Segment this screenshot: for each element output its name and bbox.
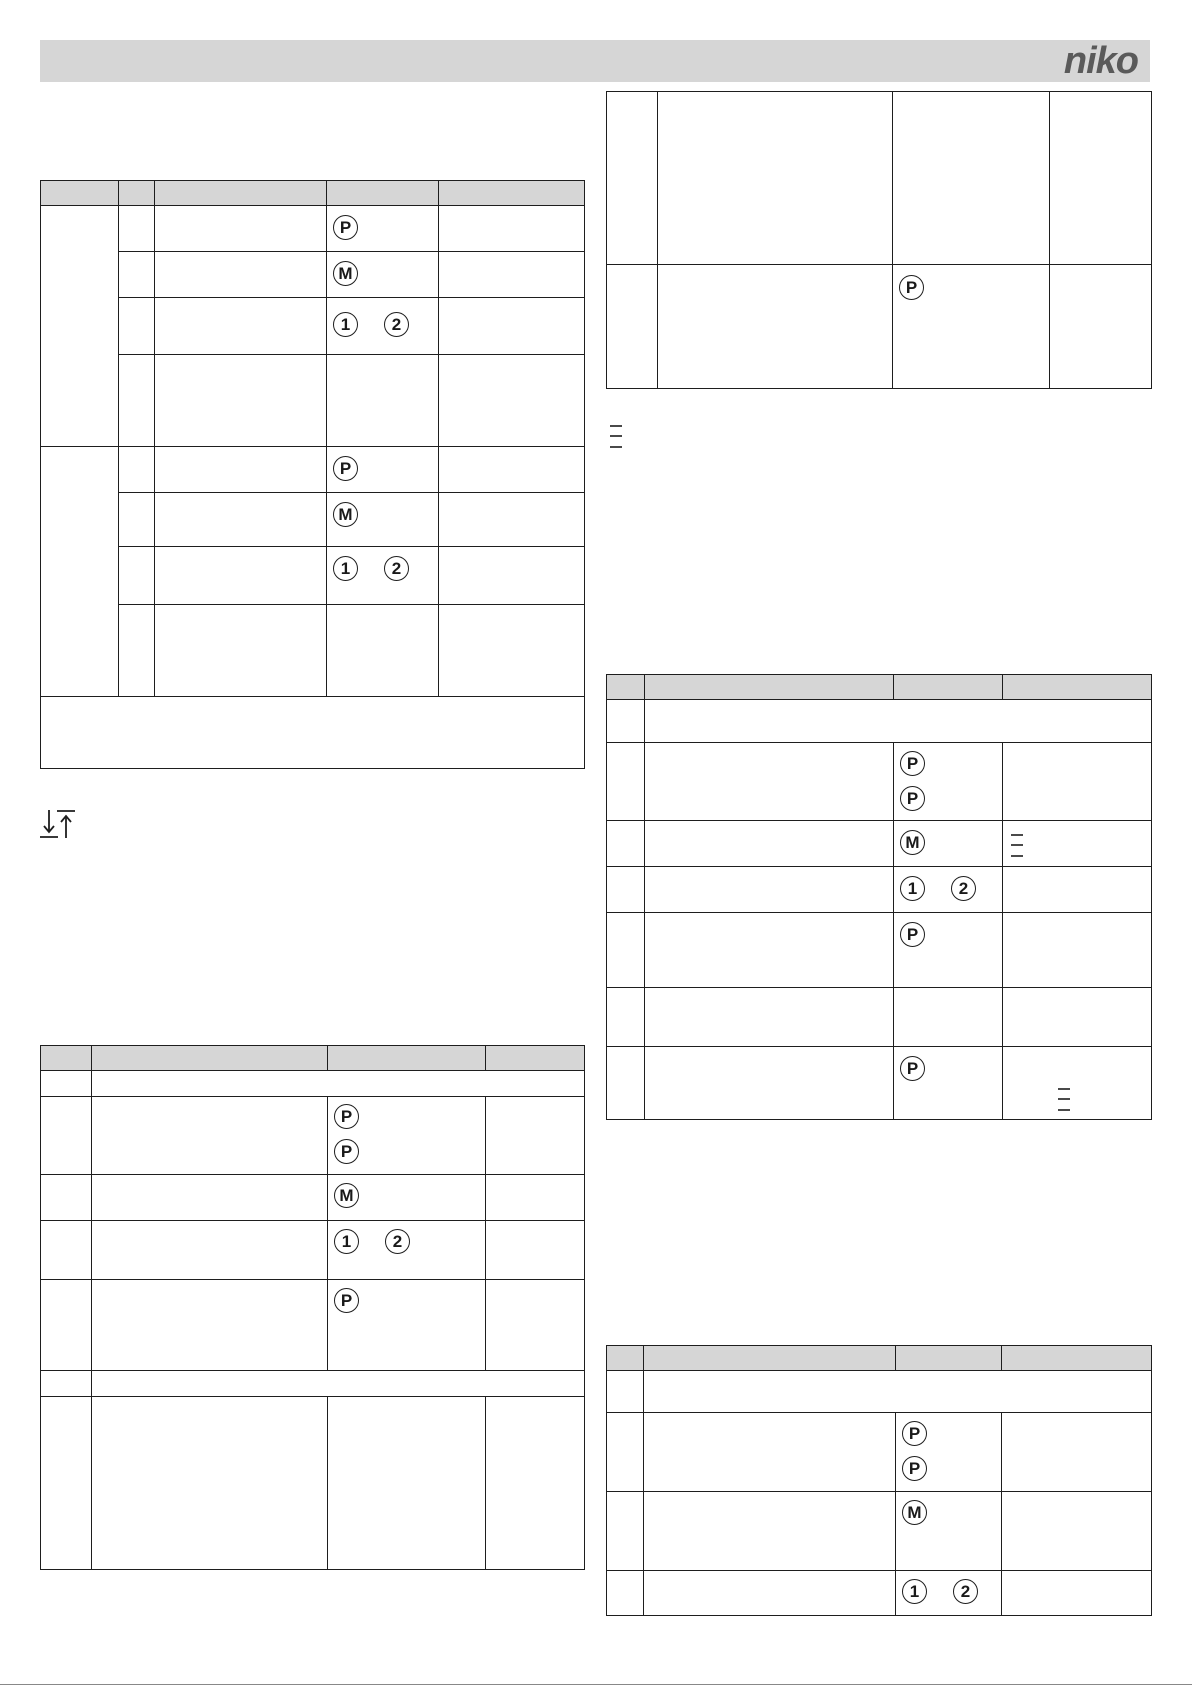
p-button-icon: P: [899, 275, 924, 300]
three-line-icon: [1055, 1086, 1073, 1114]
arrow-up-down-icon: [39, 808, 77, 840]
group-cell: [41, 447, 119, 697]
button-2-icon: 2: [951, 876, 976, 901]
p-button-icon: P: [333, 456, 358, 481]
three-line-icon: [1008, 832, 1026, 860]
m-button-icon: M: [334, 1183, 359, 1208]
button-1-icon: 1: [902, 1579, 927, 1604]
table-b: [40, 1045, 585, 1570]
p-button-icon: P: [334, 1288, 359, 1313]
m-button-icon: M: [333, 261, 358, 286]
p-button-icon: P: [902, 1456, 927, 1481]
table-e: [606, 1345, 1152, 1616]
button-1-icon: 1: [900, 876, 925, 901]
m-button-icon: M: [333, 502, 358, 527]
button-2-icon: 2: [953, 1579, 978, 1604]
p-button-icon: P: [900, 922, 925, 947]
p-button-icon: P: [902, 1421, 927, 1446]
three-line-icon: [607, 423, 625, 451]
button-1-icon: 1: [334, 1229, 359, 1254]
header-band: [40, 40, 1150, 82]
table-c: [606, 91, 1152, 389]
p-button-icon: P: [334, 1139, 359, 1164]
brand-logo: niko: [1063, 40, 1138, 82]
table-a: [40, 180, 585, 769]
button-2-icon: 2: [384, 556, 409, 581]
button-2-icon: 2: [384, 312, 409, 337]
p-button-icon: P: [333, 215, 358, 240]
m-button-icon: M: [900, 830, 925, 855]
table-d: [606, 674, 1152, 1120]
note-cell: [41, 697, 585, 769]
button-1-icon: 1: [333, 556, 358, 581]
button-1-icon: 1: [333, 312, 358, 337]
button-2-icon: 2: [385, 1229, 410, 1254]
group-cell: [41, 206, 119, 447]
p-button-icon: P: [900, 786, 925, 811]
p-button-icon: P: [334, 1104, 359, 1129]
p-button-icon: P: [900, 1056, 925, 1081]
m-button-icon: M: [902, 1500, 927, 1525]
p-button-icon: P: [900, 751, 925, 776]
